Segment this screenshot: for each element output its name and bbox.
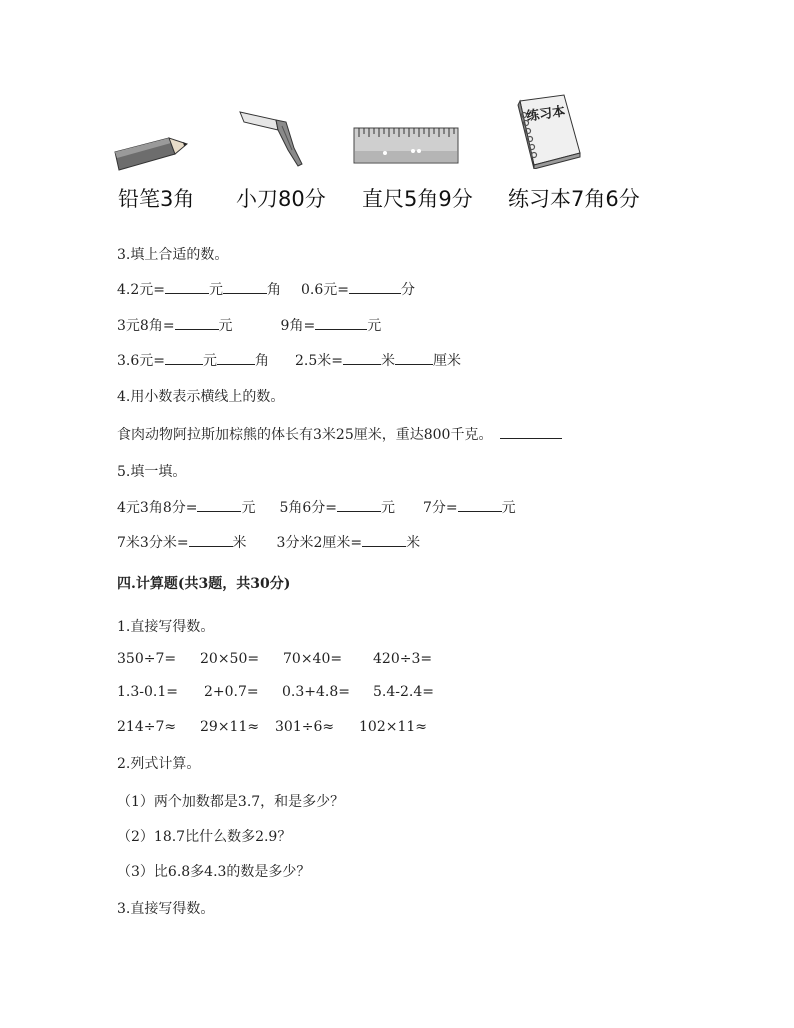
q4-text: 食肉动物阿拉斯加棕熊的体长有3米25厘米，重达800千克。 bbox=[117, 424, 562, 444]
answer-blank[interactable] bbox=[165, 351, 203, 365]
calc-row: 214÷7≈ 29×11≈ 301÷6≈ 102×11≈ bbox=[117, 719, 427, 735]
q4-title: 4.用小数表示横线上的数。 bbox=[117, 389, 285, 405]
answer-blank[interactable] bbox=[349, 280, 401, 294]
pencil-caption: 铅笔3角 bbox=[118, 187, 195, 211]
answer-blank[interactable] bbox=[223, 280, 267, 294]
answer-blank[interactable] bbox=[458, 498, 502, 512]
q3-row3: 3.6元= 元 角 2.5米= 米 厘米 bbox=[117, 353, 461, 369]
calc-row: 1.3-0.1= 2+0.7= 0.3+4.8= 5.4-2.4= bbox=[117, 684, 434, 700]
answer-blank[interactable] bbox=[197, 498, 241, 512]
answer-blank[interactable] bbox=[315, 316, 367, 330]
exercise-book-caption: 练习本7角6分 bbox=[508, 187, 640, 211]
q3-title: 3.填上合适的数。 bbox=[117, 247, 229, 263]
exercise-book-cover-text: 练习本 bbox=[525, 104, 567, 125]
answer-blank[interactable] bbox=[337, 498, 381, 512]
answer-blank[interactable] bbox=[362, 533, 406, 547]
answer-blank[interactable] bbox=[395, 351, 433, 365]
q3-row2: 3元8角= 元 9角= 元 bbox=[117, 318, 382, 334]
calc-row: 350÷7= 20×50= 70×40= 420÷3= bbox=[117, 651, 433, 667]
pencil-icon bbox=[113, 128, 191, 172]
calc-q1-title: 1.直接写得数。 bbox=[117, 619, 215, 635]
answer-blank[interactable] bbox=[500, 425, 562, 439]
ruler-icon bbox=[353, 127, 459, 164]
ruler-caption: 直尺5角9分 bbox=[362, 187, 473, 211]
answer-blank[interactable] bbox=[217, 351, 255, 365]
q3-row1: 4.2元= 元 角 0.6元= 分 bbox=[117, 282, 415, 298]
section-heading: 四.计算题(共3题，共30分) bbox=[117, 576, 291, 592]
calc-q2-item-2: （2）18.7比什么数多2.9？ bbox=[117, 829, 292, 845]
calc-q2-title: 2.列式计算。 bbox=[117, 756, 201, 772]
q5-row1: 4元3角8分= 元 5角6分= 元 7分= 元 bbox=[117, 500, 516, 516]
calc-q2-item-1: （1）两个加数都是3.7，和是多少？ bbox=[117, 794, 345, 810]
knife-caption: 小刀80分 bbox=[236, 187, 326, 211]
answer-blank[interactable] bbox=[343, 351, 381, 365]
calc-q2-item-3: （3）比6.8多4.3的数是多少？ bbox=[117, 864, 311, 880]
calc-q3-title: 3.直接写得数。 bbox=[117, 901, 215, 917]
answer-blank[interactable] bbox=[165, 280, 209, 294]
answer-blank[interactable] bbox=[175, 316, 219, 330]
knife-icon bbox=[236, 108, 308, 170]
answer-blank[interactable] bbox=[189, 533, 233, 547]
q5-row2: 7米3分米= 米 3分米2厘米= 米 bbox=[117, 535, 421, 551]
q5-title: 5.填一填。 bbox=[117, 464, 187, 480]
